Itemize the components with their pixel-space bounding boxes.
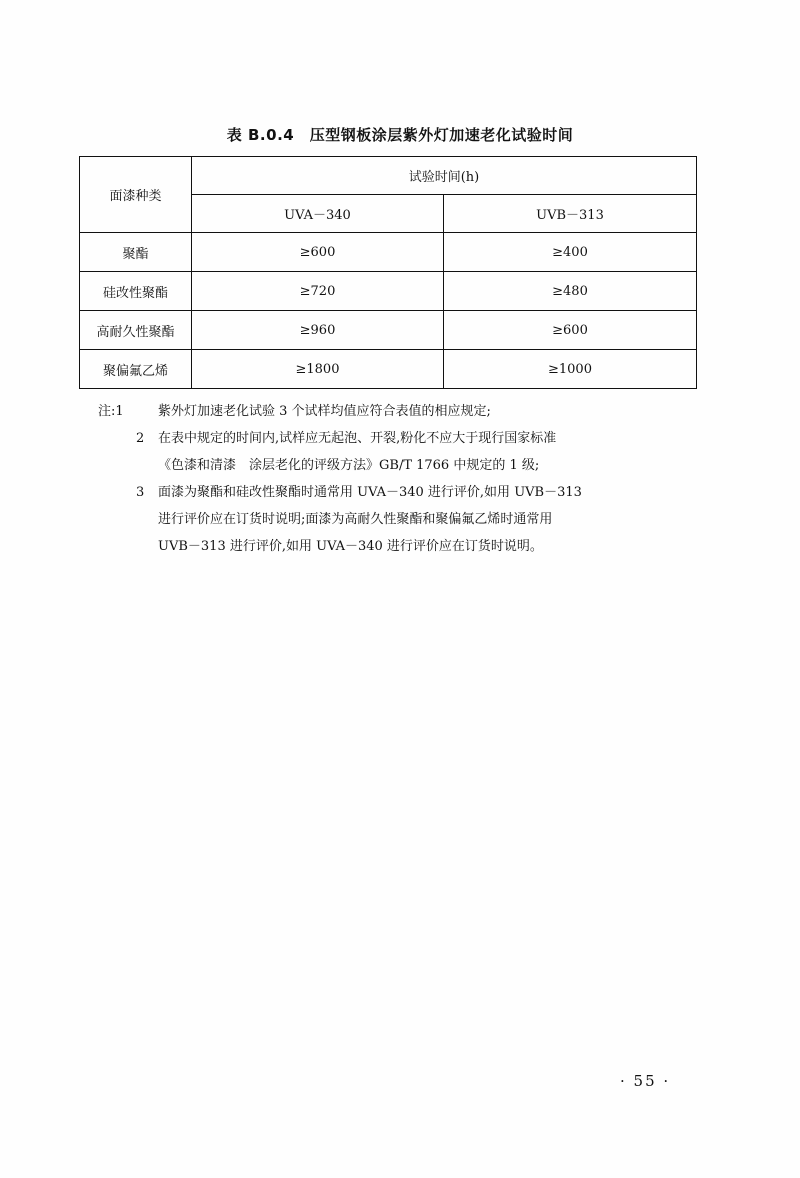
cell-uvb-value: ≥480 (444, 272, 697, 311)
table-title: 表 B.0.4 压型钢板涂层紫外灯加速老化试验时间 (226, 126, 574, 144)
table-row (80, 272, 697, 311)
note-2 (98, 425, 708, 452)
header-coating-type: 面漆种类 (80, 157, 192, 233)
table-notes (98, 398, 708, 560)
cell-coating-type: 高耐久性聚酯 (80, 311, 192, 350)
header-test-time: 试验时间(h) (192, 157, 697, 195)
cell-uva-value: ≥600 (192, 233, 444, 272)
note-label: 注:1 (98, 404, 124, 419)
cell-uva-value: ≥720 (192, 272, 444, 311)
note-3-text-line-2: 进行评价应在订货时说明;面漆为高耐久性聚酯和聚偏氟乙烯时通常用 (158, 512, 553, 527)
note-1 (98, 398, 708, 425)
note-3-text-line-1: 面漆为聚酯和硅改性聚酯时通常用 UVA－340 进行评价,如用 UVB－313 (158, 485, 582, 500)
cell-uvb-value: ≥400 (444, 233, 697, 272)
table-row (80, 311, 697, 350)
aging-time-table (79, 156, 697, 389)
cell-coating-type: 聚偏氟乙烯 (80, 350, 192, 389)
note-2-text-line-2: 《色漆和清漆 涂层老化的评级方法》GB/T 1766 中规定的 1 级; (158, 458, 540, 473)
table-row (80, 350, 697, 389)
note-3-number: 3 (136, 485, 145, 500)
cell-uvb-value: ≥1000 (444, 350, 697, 389)
cell-uvb-value: ≥600 (444, 311, 697, 350)
cell-uva-value: ≥1800 (192, 350, 444, 389)
table-header-row (80, 157, 697, 195)
note-1-text: 紫外灯加速老化试验 3 个试样均值应符合表值的相应规定; (158, 404, 491, 419)
note-3 (98, 479, 708, 506)
cell-uva-value: ≥960 (192, 311, 444, 350)
note-2-number: 2 (136, 431, 145, 446)
cell-coating-type: 聚酯 (80, 233, 192, 272)
page-number: · 55 · (620, 1072, 671, 1090)
note-2-text-line-1: 在表中规定的时间内,试样应无起泡、开裂,粉化不应大于现行国家标准 (158, 431, 557, 446)
note-3-text-line-3: UVB－313 进行评价,如用 UVA－340 进行评价应在订货时说明。 (158, 539, 543, 554)
header-uva-340: UVA－340 (192, 195, 444, 233)
table-row (80, 233, 697, 272)
cell-coating-type: 硅改性聚酯 (80, 272, 192, 311)
header-uvb-313: UVB－313 (444, 195, 697, 233)
